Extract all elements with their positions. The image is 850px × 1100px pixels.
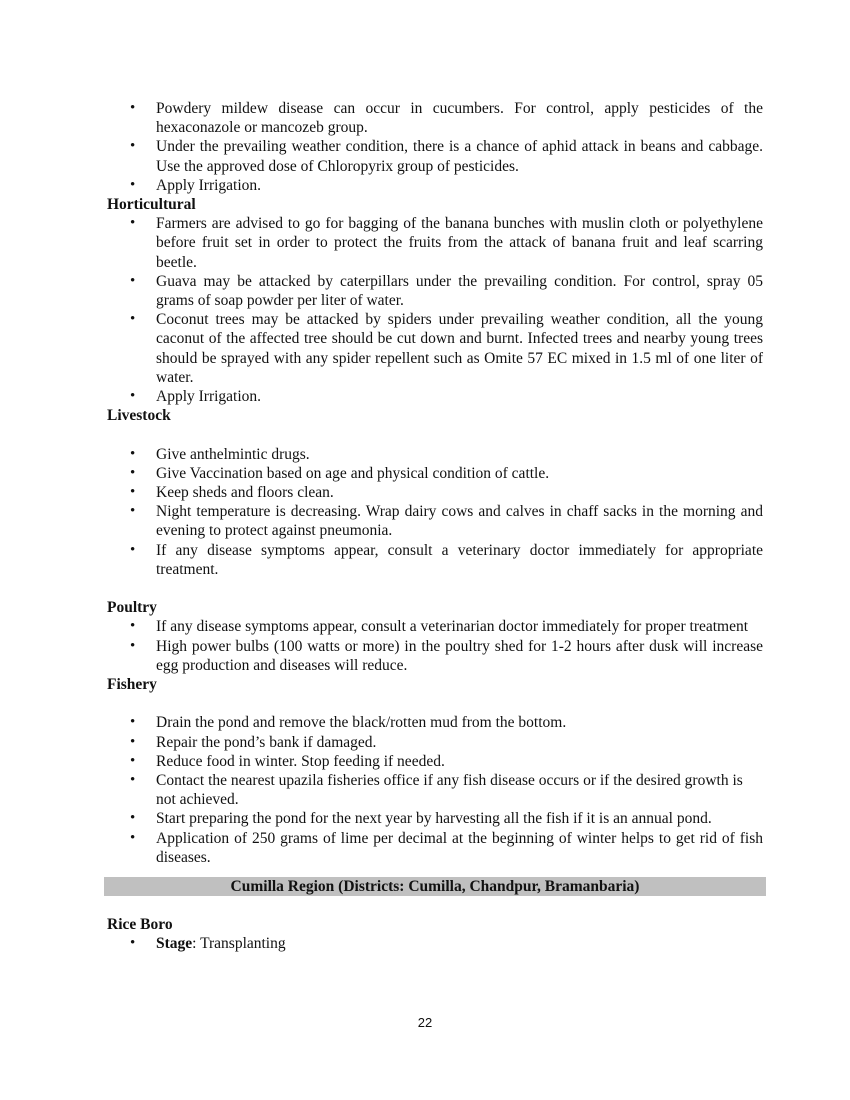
- list-item: • Reduce food in winter. Stop feeding if needed.: [156, 752, 763, 771]
- list-item: • Repair the pond’s bank if damaged.: [156, 733, 763, 752]
- list-item: • Application of 250 grams of lime per decimal at the beginning of winter helps to get rid of fish diseases.: [156, 829, 763, 867]
- spacer: [107, 579, 763, 598]
- list-item: • If any disease symptoms appear, consult a veterinarian doctor immediately for proper treatment: [156, 617, 763, 636]
- list-item: • High power bulbs (100 watts or more) in the poultry shed for 1-2 hours after dusk will increase egg production and diseases will reduce.: [156, 637, 763, 675]
- stage-value: : Transplanting: [192, 935, 286, 953]
- section-heading-poultry: Poultry: [107, 599, 157, 617]
- list-item: • Apply Irrigation.: [156, 176, 763, 195]
- list-item: • Guava may be attacked by caterpillars under the prevailing condition. For control, spray 05 grams of soap powder per liter of water.: [156, 272, 763, 310]
- spacer: [107, 694, 763, 713]
- list-item: • Contact the nearest upazila fisheries office if any fish disease occurs or if the desired growth is not achieved.: [156, 771, 763, 809]
- livestock-list: [107, 445, 763, 579]
- rice-boro-list: [107, 934, 763, 953]
- page-content: [107, 99, 763, 953]
- region-banner: Cumilla Region (Districts: Cumilla, Chandpur, Bramanbaria): [104, 877, 766, 896]
- list-item: • Drain the pond and remove the black/rotten mud from the bottom.: [156, 713, 763, 732]
- list-item: • Under the prevailing weather condition, there is a chance of aphid attack in beans and cabbage. Use the approved dose of Chloropyrix group of pesticides.: [156, 137, 763, 175]
- horticultural-list: [107, 214, 763, 406]
- list-item: • Start preparing the pond for the next year by harvesting all the fish if it is an annual pond.: [156, 809, 763, 828]
- crop-advice-list: [107, 99, 763, 195]
- list-item: • Give Vaccination based on age and physical condition of cattle.: [156, 464, 763, 483]
- list-item: • Night temperature is decreasing. Wrap dairy cows and calves in chaff sacks in the morning and evening to protect against pneumonia.: [156, 502, 763, 540]
- list-item: • Apply Irrigation.: [156, 387, 763, 406]
- list-item: • If any disease symptoms appear, consult a veterinary doctor immediately for appropriate treatment.: [156, 541, 763, 579]
- poultry-list: [107, 617, 763, 675]
- list-item: • Powdery mildew disease can occur in cucumbers. For control, apply pesticides of the hexaconazole or mancozeb group.: [156, 99, 763, 137]
- section-heading-rice-boro: Rice Boro: [107, 916, 173, 934]
- stage-label: Stage: [156, 935, 193, 953]
- list-item: • Coconut trees may be attacked by spiders under prevailing weather condition, all the young caconut of the affected tree should be cut down and burnt. Infected trees and nearby young trees should be sprayed with any spider repellent such as Omite 57 EC mixed in 1.5 ml of one liter of water.: [156, 310, 763, 387]
- section-heading-horticultural: Horticultural: [107, 196, 196, 214]
- section-heading-livestock: Livestock: [107, 407, 171, 425]
- list-item: • Farmers are advised to go for bagging of the banana bunches with muslin cloth or polyethylene before fruit set in order to protect the fruits from the attack of banana fruit and leaf scarring beetle.: [156, 214, 763, 272]
- section-heading-fishery: Fishery: [107, 676, 157, 694]
- spacer: [107, 425, 763, 444]
- list-item: • Give anthelmintic drugs.: [156, 445, 763, 464]
- fishery-list: [107, 713, 763, 867]
- list-item: [156, 934, 763, 953]
- list-item: • Keep sheds and floors clean.: [156, 483, 763, 502]
- page-number: 22: [417, 1015, 433, 1030]
